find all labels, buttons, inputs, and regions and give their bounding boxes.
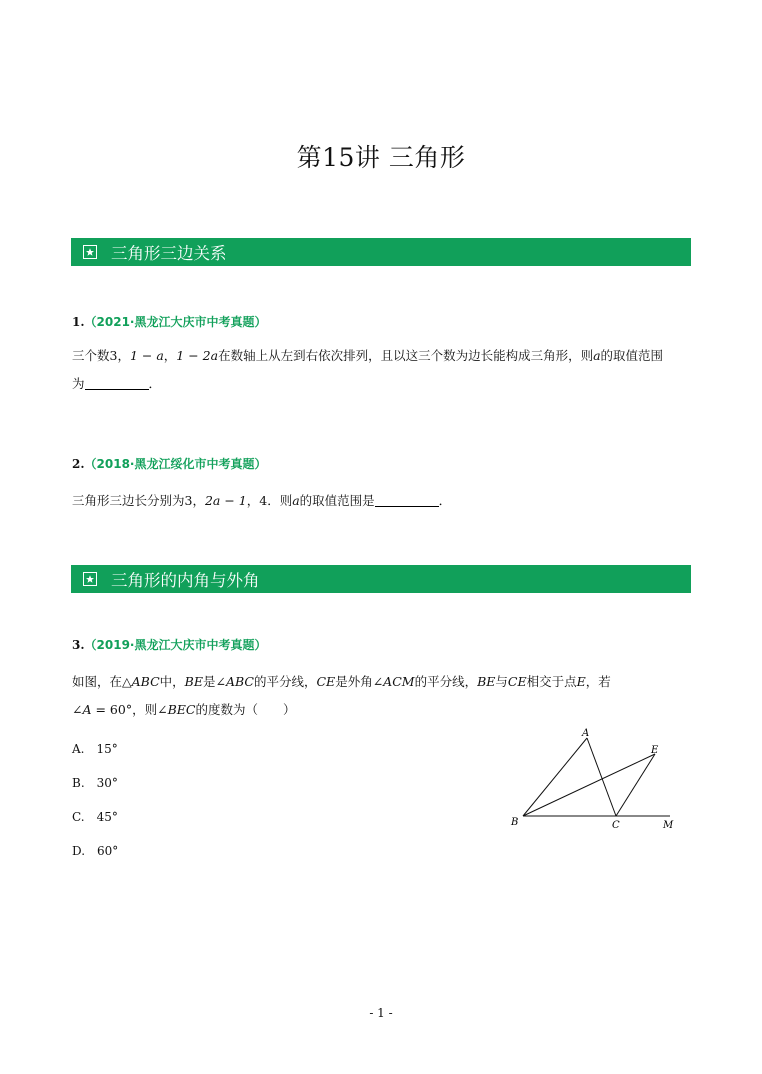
math: CE	[507, 674, 527, 689]
text: 的取值范围	[600, 348, 664, 363]
section-header-interior-exterior-angles	[71, 565, 691, 593]
text: ，	[163, 348, 177, 363]
question-number: 1.	[72, 315, 85, 329]
question-3-header	[72, 636, 267, 653]
question-source: （2019·黑龙江大庆市中考真题）	[84, 638, 267, 652]
section-header-triangle-sides	[71, 238, 691, 266]
text: 三个数3，	[72, 348, 130, 363]
text: 中，	[159, 674, 185, 689]
text: 的平分线，	[414, 674, 478, 689]
text: ，若	[585, 674, 611, 689]
section-label: 三角形的内角与外角	[111, 571, 260, 590]
question-source: （2018·黑龙江绥化市中考真题）	[84, 457, 267, 471]
question-3-text	[72, 668, 611, 724]
option-b[interactable]	[72, 776, 118, 790]
math: BE	[477, 674, 496, 689]
question-number: 2.	[72, 457, 85, 471]
option-letter: A.	[72, 742, 85, 756]
answer-blank[interactable]	[375, 492, 439, 507]
math: BE	[184, 674, 203, 689]
question-1-header	[72, 313, 267, 330]
bookmark-star-icon	[83, 245, 97, 259]
label-a: A	[582, 728, 590, 739]
option-letter: B.	[72, 776, 85, 790]
text: ．	[438, 493, 452, 508]
text: 是∠	[202, 674, 226, 689]
label-m: M	[663, 820, 674, 831]
page-number: - 1 -	[369, 1006, 393, 1020]
question-source: （2021·黑龙江大庆市中考真题）	[84, 315, 267, 329]
question-2-text	[72, 487, 451, 515]
math: 1 − a	[129, 348, 164, 363]
text: 相交于点	[526, 674, 577, 689]
text: 如图，在△	[72, 674, 132, 689]
text: 为	[72, 376, 85, 391]
math: CE	[316, 674, 336, 689]
math: A	[82, 702, 92, 717]
text: ，4．则	[246, 493, 293, 508]
answer-blank[interactable]	[85, 375, 149, 390]
bookmark-star-icon	[83, 572, 97, 586]
text: ，则∠	[132, 702, 168, 717]
option-letter: C.	[72, 810, 85, 824]
option-letter: D.	[72, 844, 86, 858]
text: 在数轴上从左到右依次排列，且以这三个数为边长能构成三角形，则	[218, 348, 594, 363]
math: a	[593, 348, 601, 363]
option-value: 15°	[96, 742, 118, 756]
math: ACM	[383, 674, 415, 689]
text: 的取值范围是	[299, 493, 375, 508]
label-b: B	[511, 817, 519, 828]
line-ac	[587, 738, 616, 816]
math: a	[292, 493, 300, 508]
text: 与	[495, 674, 508, 689]
option-d[interactable]	[72, 844, 118, 858]
question-1-text	[72, 342, 663, 398]
text: ．	[148, 376, 162, 391]
option-c[interactable]	[72, 810, 118, 824]
triangle-figure	[505, 726, 685, 836]
math: = 60°	[91, 702, 133, 717]
label-c: C	[612, 820, 620, 831]
option-a[interactable]	[72, 742, 118, 756]
text: 的平分线，	[253, 674, 317, 689]
math: 1 − 2a	[176, 348, 219, 363]
page-title: 第15讲 三角形	[296, 143, 466, 172]
option-value: 60°	[97, 844, 119, 858]
text: ∠	[72, 702, 83, 717]
math: 2a − 1	[204, 493, 247, 508]
question-number: 3.	[72, 638, 85, 652]
math: E	[576, 674, 586, 689]
text: 三角形三边长分别为3，	[72, 493, 205, 508]
option-value: 30°	[96, 776, 118, 790]
question-2-header	[72, 455, 267, 472]
line-ba	[523, 738, 587, 816]
math: ABC	[225, 674, 254, 689]
math: ABC	[131, 674, 160, 689]
label-e: E	[651, 745, 659, 756]
text: 的度数为（ ）	[195, 702, 296, 717]
option-value: 45°	[96, 810, 118, 824]
math: BEC	[167, 702, 196, 717]
section-label: 三角形三边关系	[111, 244, 227, 263]
text: 是外角∠	[335, 674, 384, 689]
